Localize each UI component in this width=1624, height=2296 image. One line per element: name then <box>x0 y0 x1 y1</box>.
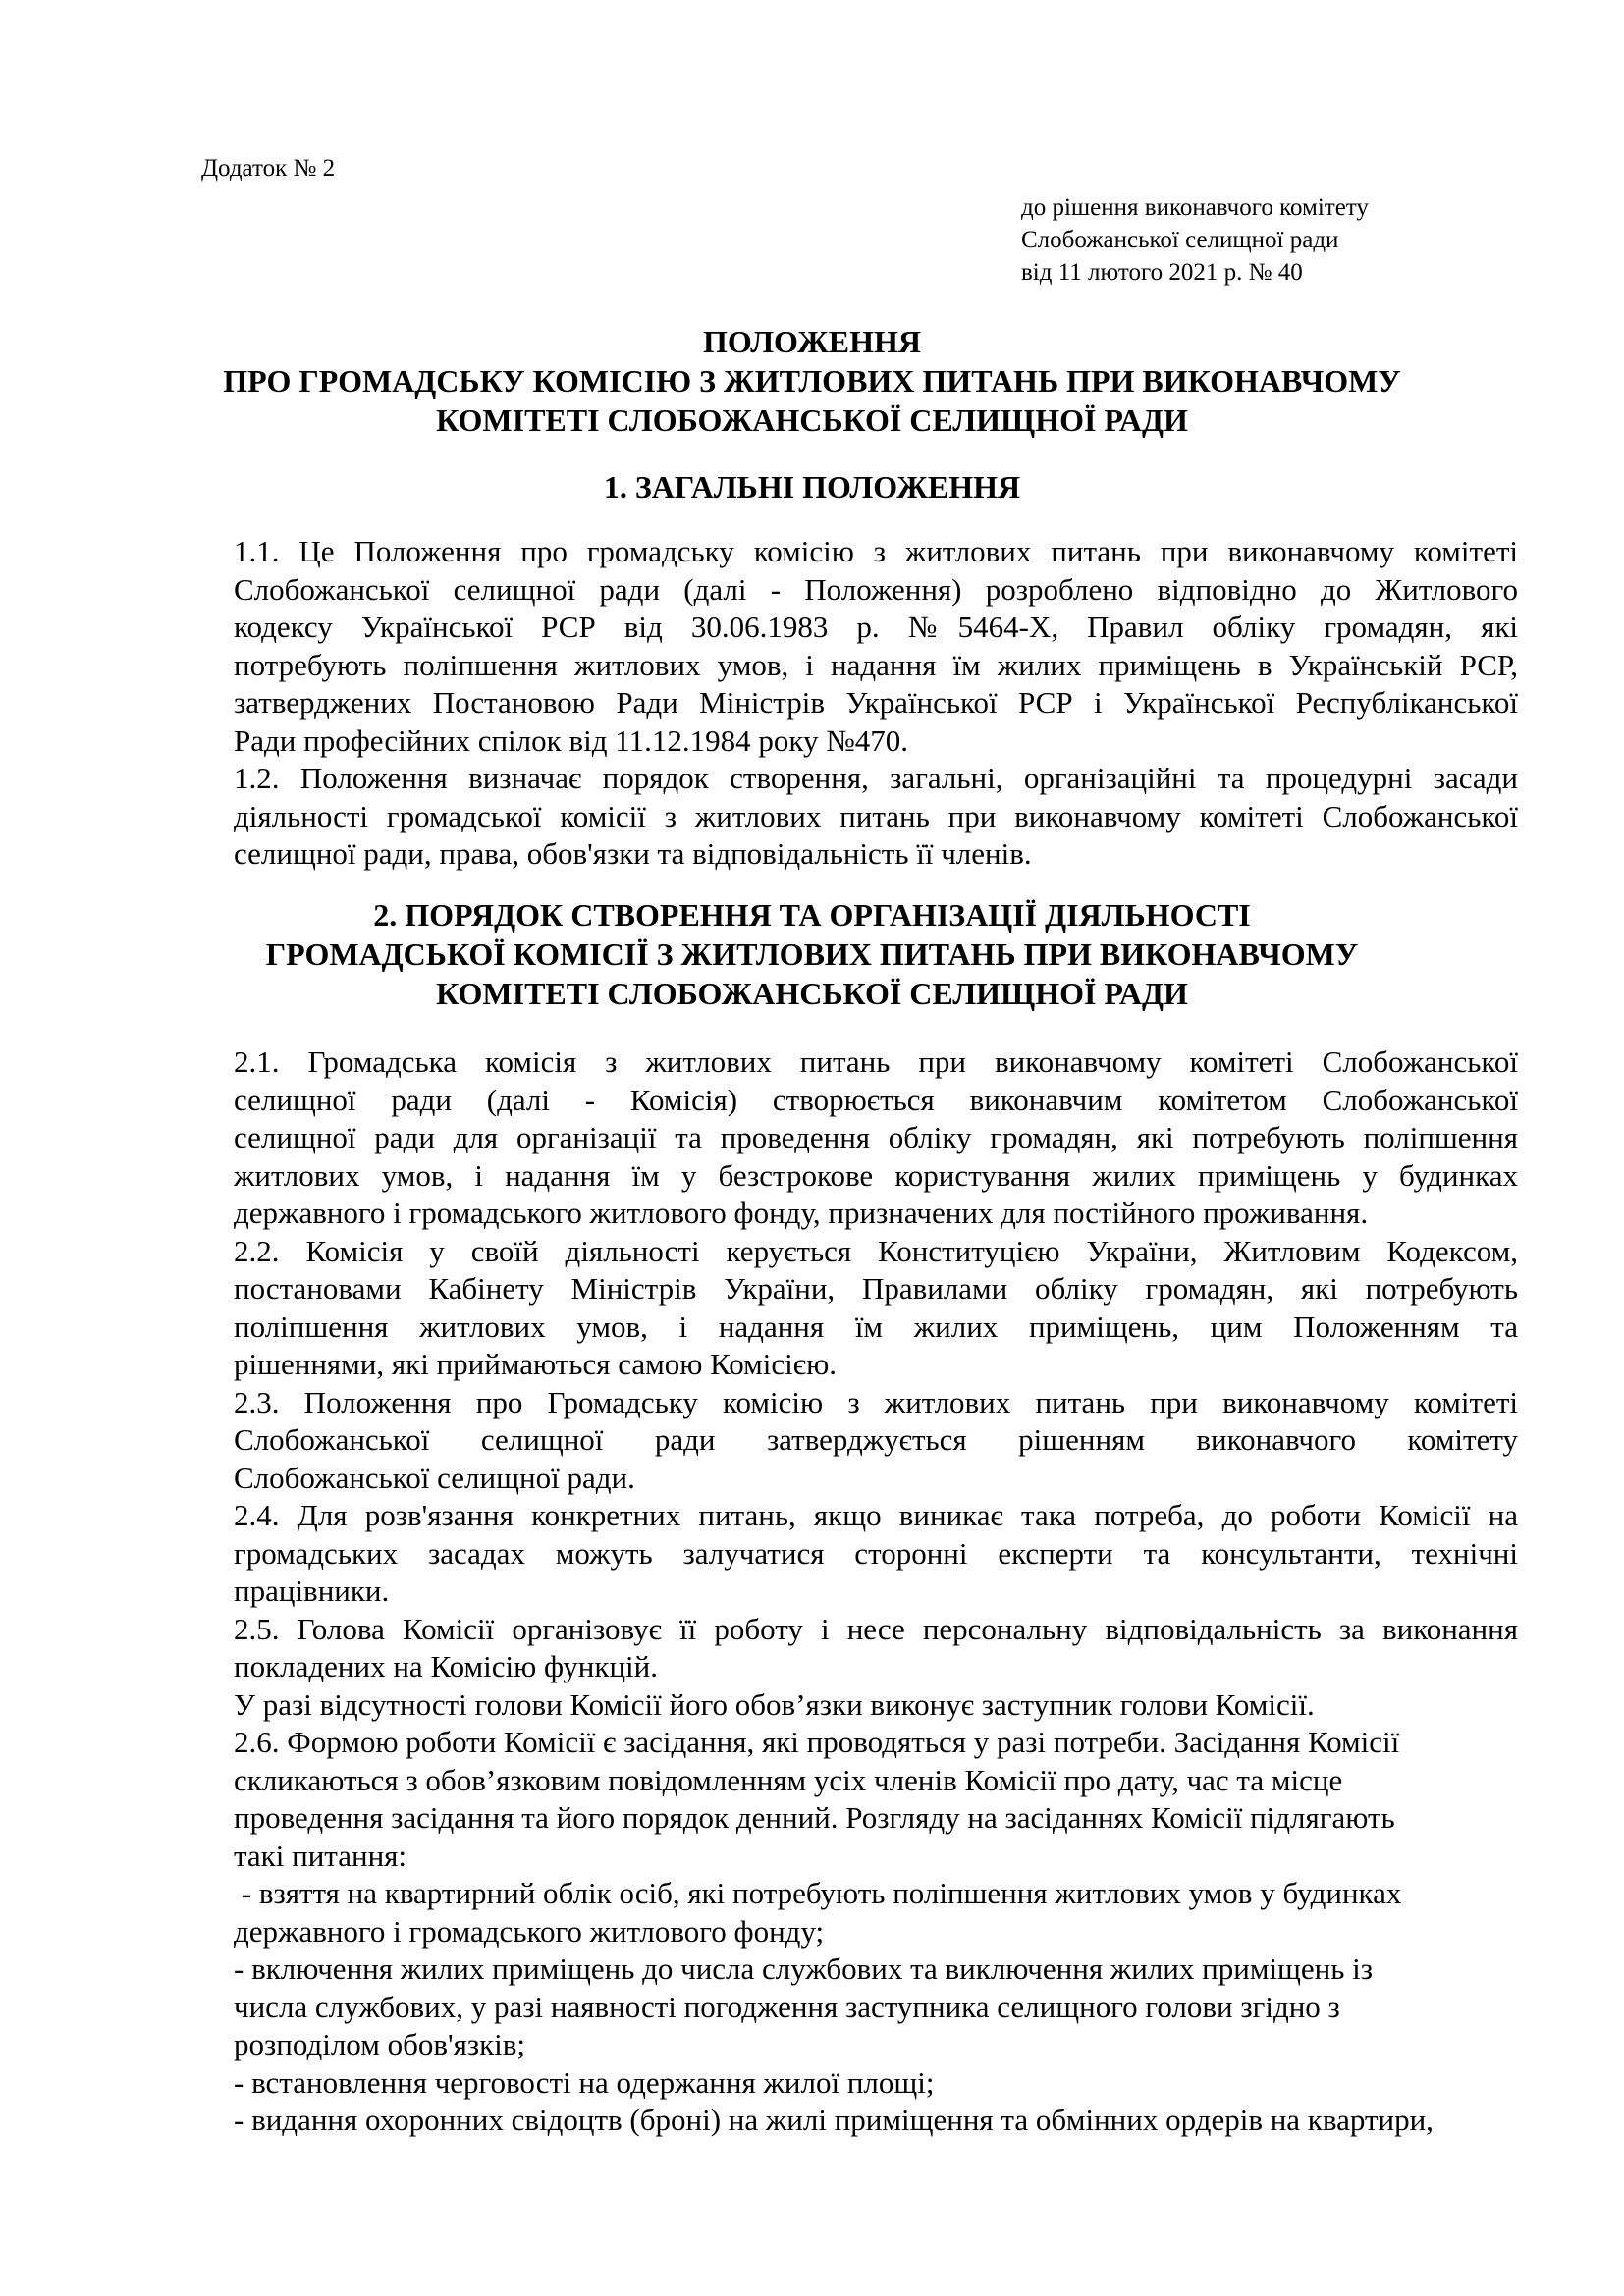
title-line: ПРО ГРОМАДСЬКУ КОМІСІЮ З ЖИТЛОВИХ ПИТАНЬ ПРИ ВИКОНАВЧОМУ <box>223 363 1401 399</box>
reference-line: до рішення виконавчого комітету <box>1021 194 1369 221</box>
text-line: Слобожанської селищної ради (далі - Положення) розроблено відповідно до Житлового <box>234 571 1518 607</box>
text-line: державного і громадського житлового фонду; <box>234 1913 825 1949</box>
text-line: рішеннями, які приймаються самою Комісією. <box>234 1347 837 1381</box>
text-line: працівники. <box>234 1574 390 1608</box>
text-line: поліпшення житлових умов, і надання їм жилих приміщень, цим Положенням та <box>234 1308 1518 1344</box>
title-line: КОМІТЕТІ СЛОБОЖАНСЬКОЇ СЕЛИЩНОЇ РАДИ <box>436 402 1188 438</box>
text-line: діяльності громадської комісії з житлових питань при виконавчому комітеті Слобожанської <box>234 798 1518 833</box>
heading-line: ГРОМАДСЬКОЇ КОМІСІЇ З ЖИТЛОВИХ ПИТАНЬ ПРИ ВИКОНАВЧОМУ <box>265 936 1359 972</box>
text-line: постановами Кабінету Міністрів України, Правилами обліку громадян, які потребують <box>234 1271 1518 1306</box>
text-line: Слобожанської селищної ради. <box>234 1460 635 1495</box>
reference-line: від 11 лютого 2021 р. № 40 <box>1021 259 1303 286</box>
text-line: потребують поліпшення житлових умов, і надання їм жилих приміщень в Українській РСР, <box>234 647 1518 682</box>
text-line: 2.2. Комісія у своїй діяльності керується Конституцією України, Житловим Кодексом, <box>234 1233 1518 1268</box>
section-2-body <box>234 1043 1518 2140</box>
text-line: 1.2. Положення визначає порядок створення, загальні, організаційні та процедурні засади <box>234 761 1518 795</box>
text-line: покладених на Комісію функцій. <box>234 1649 659 1683</box>
text-line: селищної ради, права, обов'язки та відповідальність її членів. <box>234 836 1032 871</box>
text-line: 2.6. Формою роботи Комісії є засідання, які проводяться у разі потреби. Засідання Комісії <box>234 1725 1400 1759</box>
text-line: громадських засадах можуть залучатися сторонні експерти та консультанти, технічні <box>234 1535 1518 1571</box>
text-line: 1.1. Це Положення про громадську комісію з житлових питань при виконавчому комітеті <box>234 534 1518 568</box>
text-line: 2.5. Голова Комісії організовує її роботу і несе персональну відповідальність за виконання <box>234 1611 1518 1646</box>
list-item: - видання охоронних свідоцтв (броні) на жилі приміщення та обмінних ордерів на квартири, <box>234 2103 1434 2137</box>
reference-line: Слобожанської селищної ради <box>1021 227 1339 253</box>
text-line: скликаються з обов’язковим повідомленням усіх членів Комісії про дату, час та місце <box>234 1762 1343 1797</box>
title-line: ПОЛОЖЕННЯ <box>703 324 921 359</box>
text-line: затверджених Постановою Ради Міністрів Української РСР і Української Республіканської <box>234 685 1518 720</box>
heading-line: КОМІТЕТІ СЛОБОЖАНСЬКОЇ СЕЛИЩНОЇ РАДИ <box>436 976 1188 1011</box>
list-item: - взяття на квартирний облік осіб, які потребують поліпшення житлових умов у будинках <box>234 1876 1402 1910</box>
text-line: проведення засідання та його порядок денний. Розгляду на засіданнях Комісії підлягають <box>234 1800 1395 1835</box>
text-line: державного і громадського житлового фонду, призначених для постійного проживання. <box>234 1196 1369 1230</box>
text-line: 2.4. Для розв'язання конкретних питань, якщо виникає така потреба, до роботи Комісії на <box>234 1498 1518 1532</box>
text-line: житлових умов, і надання їм у безстрокове користування жилих приміщень у будинках <box>234 1157 1518 1193</box>
section-1-heading: 1. ЗАГАЛЬНІ ПОЛОЖЕННЯ <box>603 469 1021 505</box>
addendum-label: Додаток № 2 <box>201 155 336 182</box>
list-item: - встановлення черговості на одержання жилої площі; <box>234 2064 935 2100</box>
text-line: 2.1. Громадська комісія з житлових питань при виконавчому комітеті Слобожанської <box>234 1044 1518 1079</box>
document-title <box>147 322 1477 440</box>
text-line: такі питання: <box>234 1838 407 1873</box>
heading-line: 2. ПОРЯДОК СТВОРЕННЯ ТА ОРГАНІЗАЦІЇ ДІЯЛЬНОСТІ <box>373 897 1251 933</box>
text-line: 2.3. Положення про Громадську комісію з житлових питань при виконавчому комітеті <box>234 1384 1518 1419</box>
text-line: розподілом обов'язків; <box>234 2027 525 2061</box>
text-line: селищної ради для організації та проведення обліку громадян, які потребують поліпшення <box>234 1120 1518 1154</box>
text-line: селищної ради (далі - Комісія) створюється виконавчим комітетом Слобожанської <box>234 1082 1518 1117</box>
section-2-heading <box>147 895 1477 1013</box>
text-line: У разі відсутності голови Комісії його обов’язки виконує заступник голови Комісії. <box>234 1686 1315 1722</box>
text-line: числа службових, у разі наявності погодження заступника селищного голови згідно з <box>234 1989 1340 2024</box>
decision-reference <box>1021 191 1369 289</box>
text-line: Ради професійних спілок від 11.12.1984 року №470. <box>234 722 909 758</box>
text-line: Слобожанської селищної ради затверджується рішенням виконавчого комітету <box>234 1422 1518 1457</box>
list-item: - включення жилих приміщень до числа службових та виключення жилих приміщень із <box>234 1951 1374 1986</box>
text-line: кодексу Української РСР від 30.06.1983 р. №5464-X, Правил обліку громадян, які <box>234 610 1518 644</box>
section-1-body <box>234 533 1518 874</box>
